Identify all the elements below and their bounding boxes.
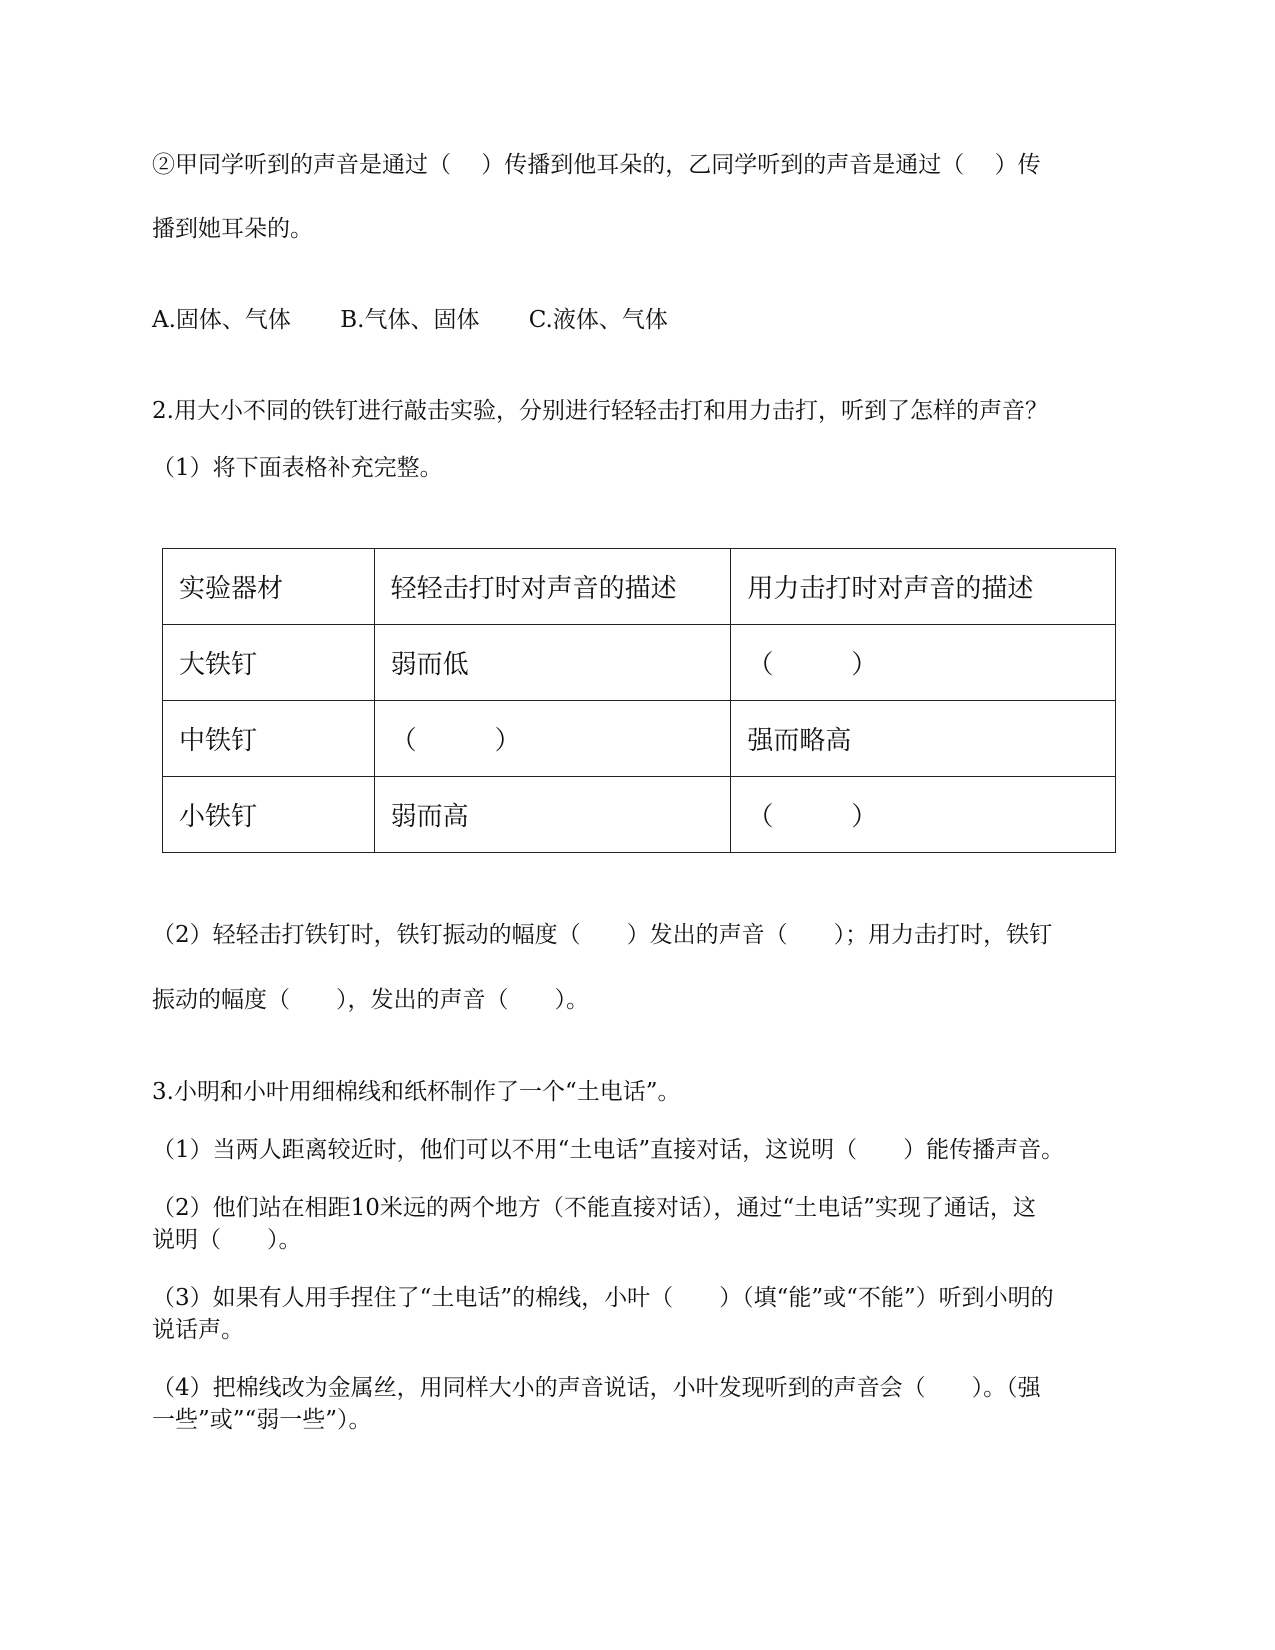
- table-cell: 强而略高: [731, 701, 1116, 777]
- q3-sub4-line2: 一些”或”“弱一些”）。: [152, 1407, 372, 1433]
- table-row: [163, 701, 1116, 777]
- table-row: [163, 777, 1116, 853]
- q1-sub2-line2: 播到她耳朵的。: [152, 216, 313, 242]
- q1-sub2-line1: ②甲同学听到的声音是通过（ ）传播到他耳朵的，乙同学听到的声音是通过（ ）传: [152, 152, 1041, 178]
- table-cell: 弱而高: [374, 777, 731, 853]
- q3-sub3-line2: 说话声。: [152, 1317, 244, 1343]
- table-row: [163, 625, 1116, 701]
- q1-options: [152, 305, 668, 335]
- q3-sub2-line1: （2）他们站在相距10米远的两个地方（不能直接对话），通过“土电话”实现了通话，这: [152, 1195, 1036, 1221]
- header-cell: 实验器材: [163, 549, 375, 625]
- q2-stem: 2.用大小不同的铁钉进行敲击实验，分别进行轻轻击打和用力击打，听到了怎样的声音？: [152, 398, 1048, 424]
- table-cell: 大铁钉: [163, 625, 375, 701]
- answer-blank: （ ）: [374, 701, 731, 777]
- q3-stem: 3.小明和小叶用细棉线和纸杯制作了一个“土电话”。: [152, 1079, 681, 1105]
- option-b: B.气体、固体: [340, 307, 480, 333]
- table-header-row: [163, 549, 1116, 625]
- q3-sub1: （1）当两人距离较近时，他们可以不用“土电话”直接对话，这说明（ ）能传播声音。: [152, 1137, 1065, 1163]
- option-c: C.液体、气体: [528, 307, 668, 333]
- table-cell: 弱而低: [374, 625, 731, 701]
- q3-sub3-line1: （3）如果有人用手捏住了“土电话”的棉线，小叶（ ）（填“能”或“不能”）听到小明的: [152, 1285, 1054, 1311]
- table-cell: 中铁钉: [163, 701, 375, 777]
- q2-sub1: （1）将下面表格补充完整。: [152, 455, 443, 481]
- q2-sub2-line1: （2）轻轻击打铁钉时，铁钉振动的幅度（ ）发出的声音（ ）；用力击打时，铁钉: [152, 922, 1053, 948]
- q3-sub4-line1: （4）把棉线改为金属丝，用同样大小的声音说话，小叶发现听到的声音会（ ）。（强: [152, 1375, 1041, 1401]
- answer-blank: （ ）: [731, 625, 1116, 701]
- q3-sub2-line2: 说明（ ）。: [152, 1227, 302, 1253]
- answer-blank: （ ）: [731, 777, 1116, 853]
- table-cell: 小铁钉: [163, 777, 375, 853]
- header-cell: 轻轻击打时对声音的描述: [374, 549, 731, 625]
- q2-sub2-line2: 振动的幅度（ ），发出的声音（ ）。: [152, 987, 589, 1013]
- experiment-table: [162, 548, 1116, 853]
- header-cell: 用力击打时对声音的描述: [731, 549, 1116, 625]
- option-a: A.固体、气体: [152, 307, 291, 333]
